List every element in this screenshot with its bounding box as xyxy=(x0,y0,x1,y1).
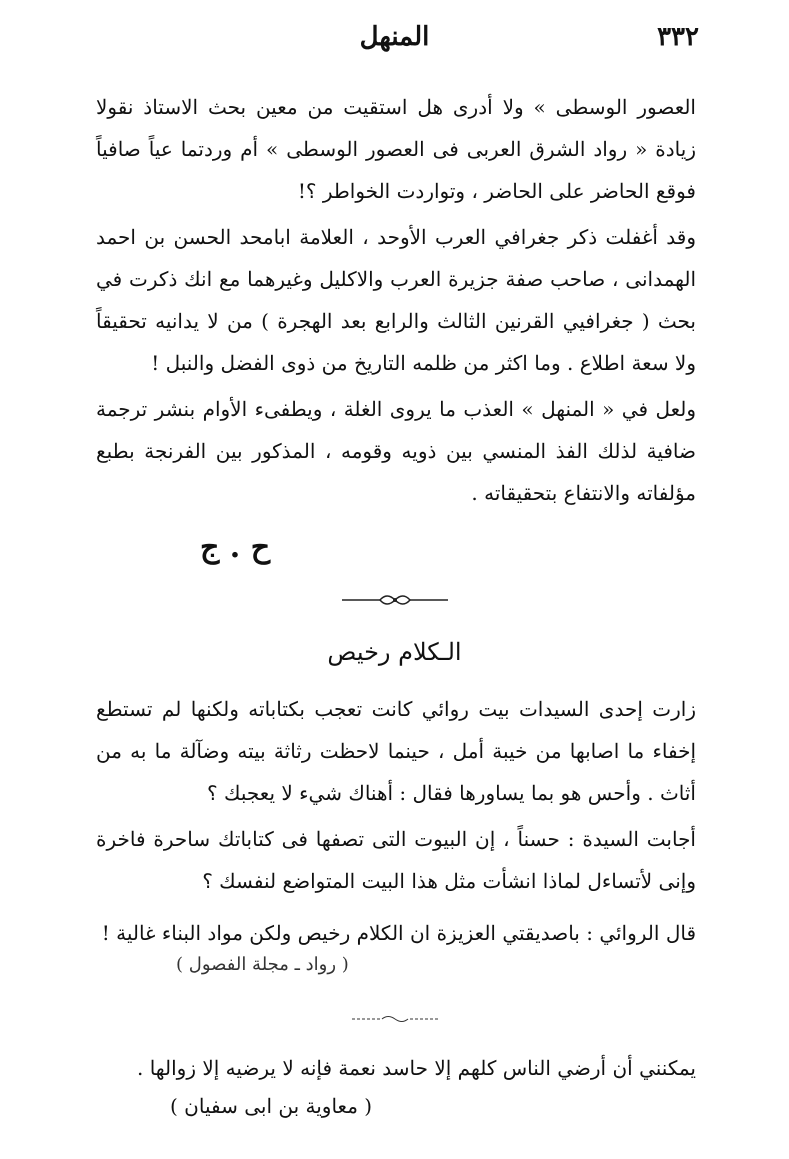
article1-paragraph-2: وقد أغفلت ذكر جغرافي العرب الأوحد ، العلامة ابامحد الحسن بن احمد الهمدانى ، صاحب صفة جزيرة العرب والاكليل وغيرهما مع انك ذكرت في بحث ( جغرافيي القرنين الثالث والرابع بعد الهجرة ) من لا يدانيه تحقيقاً ولا سعة اطلاع . وما اكثر من ظلمه التاريخ من ذوى الفضل والنبل ! xyxy=(96,225,696,375)
article1-paragraph-3: ولعل في « المنهل » العذب ما يروى الغلة ، ويطفىء الأوام بنشر ترجمة ضافية لذلك الفذ المنسي بين ذويه وقومه ، المذكور بين الفرنجة بطبع مؤلفاته والانتفاع بتحقيقاته . xyxy=(96,397,696,505)
small-divider-ornament xyxy=(350,1012,440,1026)
article1-signature: ح . ج xyxy=(200,530,271,565)
article2-paragraph-3: قال الروائي : باصديقتي العزيزة ان الكلام رخيص ولكن مواد البناء غالية ! xyxy=(101,921,696,945)
divider-ornament xyxy=(340,590,450,610)
article2-paragraph-2: أجابت السيدة : حسناً ، إن البيوت التى تصفها فى كتاباتك ساحرة فاخرة وإنى لأتساءل لماذا انشأت مثل هذا البيت المتواضع لنفسك ؟ xyxy=(96,827,696,893)
running-title: المنهل xyxy=(359,22,430,52)
quote-author: ( معاوية بن ابى سفيان ) xyxy=(170,1094,373,1118)
article2-title: الـكلام رخيص xyxy=(327,638,462,666)
article1-paragraph-1: العصور الوسطى » ولا أدرى هل استقيت من معين بحث الاستاذ نقولا زيادة « رواد الشرق العربى فى العصور الوسطى » أم وردتما عياً صافياً فوقع الحاضر على الحاضر ، وتواردت الخواطر ؟! xyxy=(96,95,696,203)
page-header xyxy=(90,22,699,62)
article2-source: ( رواد ـ مجلة الفصول ) xyxy=(176,954,349,975)
page-number: ٣٣٢ xyxy=(657,22,699,52)
article2-paragraph-1: زارت إحدى السيدات بيت روائي كانت تعجب بكتاباته ولكنها لم تستطع إخفاء ما اصابها من خيبة أمل ، حينما لاحظت رثاثة بيته وضآلة ما به من أثاث . وأحس هو بما يساورها فقال : أهناك شيء لا يعجبك ؟ xyxy=(96,697,696,805)
closing-quote: يمكنني أن أرضي الناس كلهم إلا حاسد نعمة فإنه لا يرضيه إلا زوالها . xyxy=(136,1056,696,1080)
